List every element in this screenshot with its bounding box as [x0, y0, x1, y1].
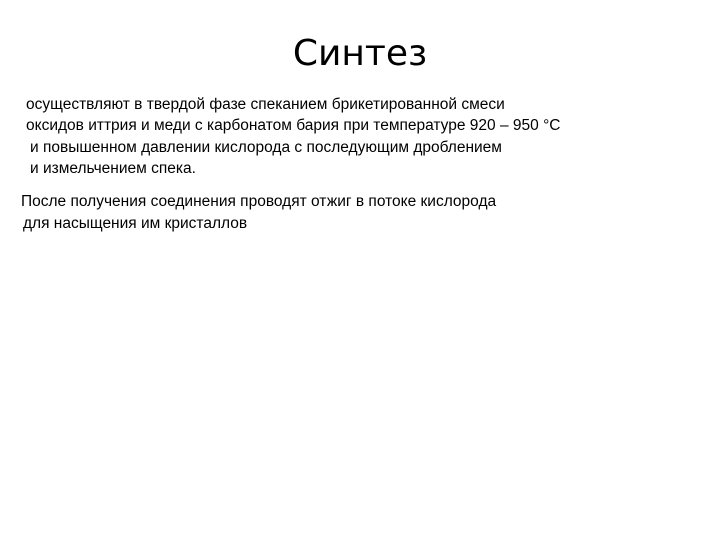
paragraph-line: для насыщения им кристаллов [23, 215, 248, 232]
paragraph-line: и повышенном давлении кислорода с последующим дроблением [30, 139, 502, 156]
slide-title: Синтез [292, 33, 428, 74]
paragraph-line: осуществляют в твердой фазе спеканием брикетированной смеси [26, 96, 505, 113]
paragraph-line: После получения соединения проводят отжиг в потоке кислорода [21, 193, 497, 210]
paragraph-line: и измельчением спека. [30, 160, 196, 177]
paragraph-line: оксидов иттрия и меди с карбонатом бария при температуре 920 – 950 °С [26, 117, 561, 134]
